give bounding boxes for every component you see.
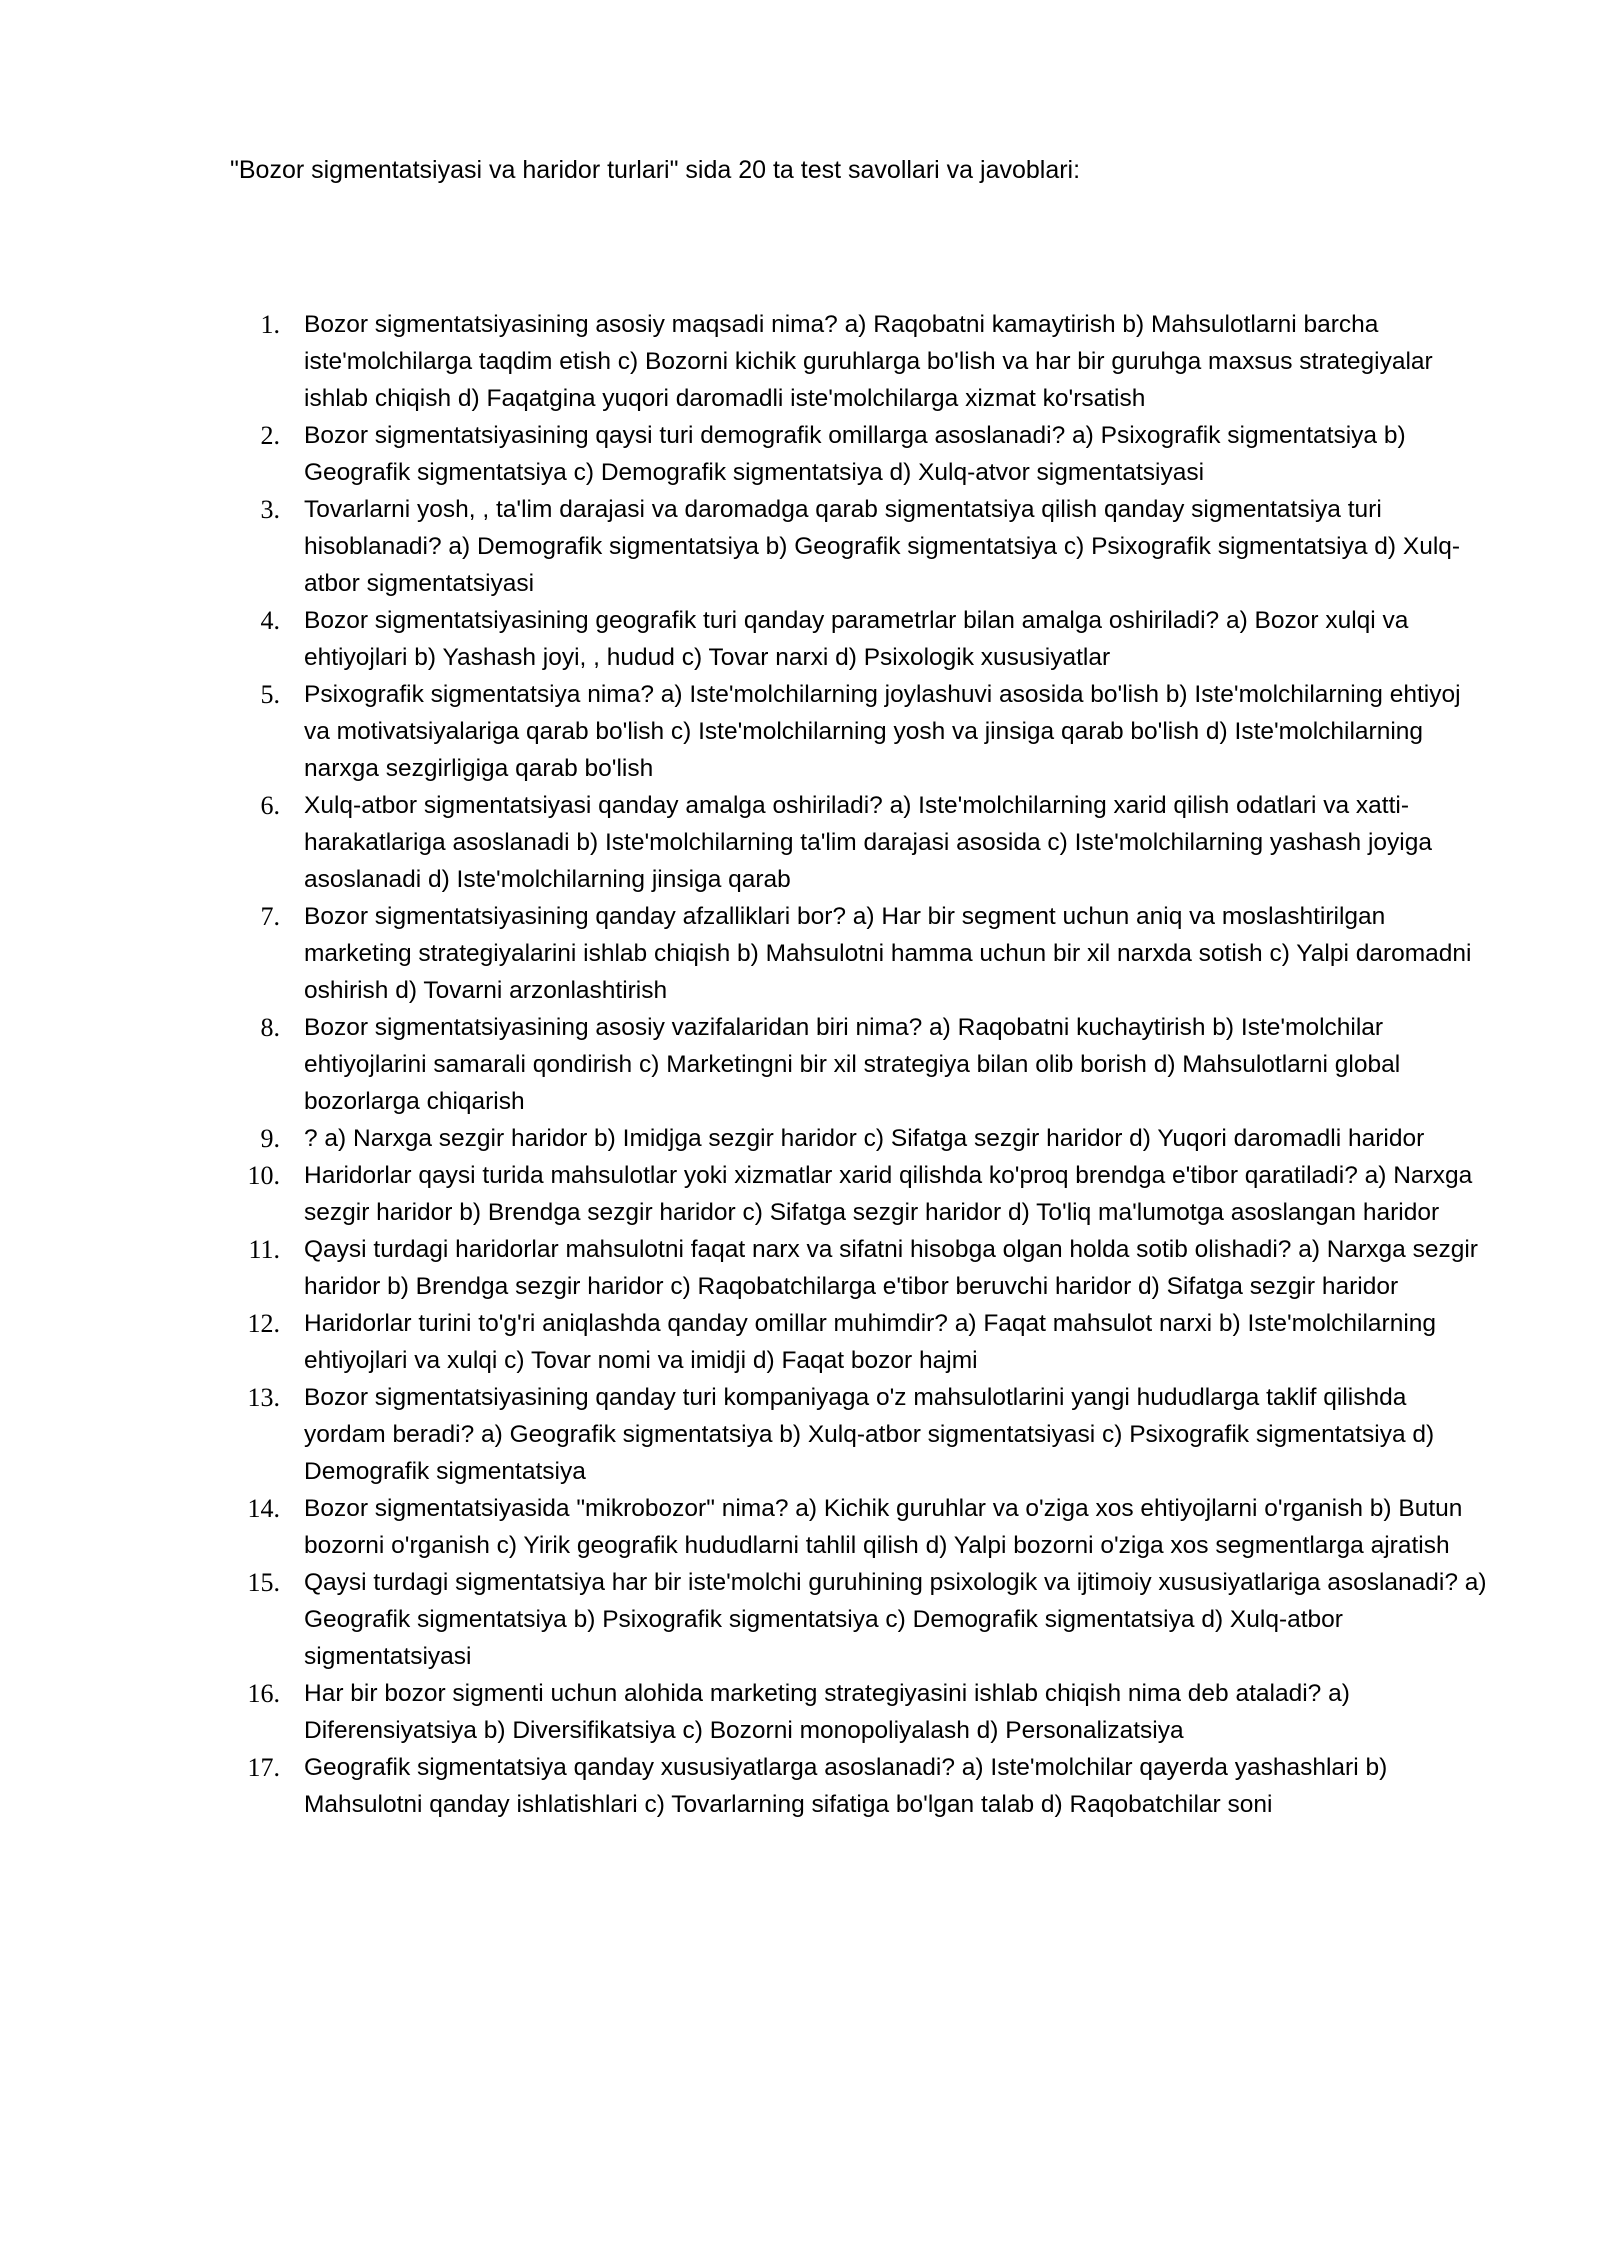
question-number: 9. bbox=[260, 1124, 280, 1153]
question-number: 12. bbox=[247, 1309, 280, 1338]
question-text: Qaysi turdagi sigmentatsiya har bir iste'molchi guruhining psixologik va ijtimoiy xususiyatlariga asoslanadi? a) Geografik sigmentatsiya b) Psixografik sigmentatsiya c) Demografik sigmentatsiya d) Xulq-atbor sigmentatsiyasi bbox=[304, 1569, 1487, 1670]
question-number: 15. bbox=[247, 1568, 280, 1597]
question-text: Har bir bozor sigmenti uchun alohida marketing strategiyasini ishlab chiqish nima deb ataladi? a) Diferensiyatsiya b) Diversifikatsiya c) Bozorni monopoliyalash d) Personalizatsiya bbox=[304, 1680, 1350, 1744]
question-text: Bozor sigmentatsiyasining qaysi turi demografik omillarga asoslanadi? a) Psixografik sigmentatsiya b) Geografik sigmentatsiya c) Demografik sigmentatsiya d) Xulq-atvor sigmentatsiyasi bbox=[304, 422, 1406, 486]
question-number: 2. bbox=[260, 421, 280, 450]
question-item bbox=[0, 1305, 1600, 1379]
question-item bbox=[0, 417, 1600, 491]
question-number: 11. bbox=[248, 1235, 280, 1264]
document-title: "Bozor sigmentatsiyasi va haridor turlari" sida 20 ta test savollari va javoblari: bbox=[230, 156, 1081, 184]
question-item bbox=[0, 1749, 1600, 1823]
question-number: 3. bbox=[260, 495, 280, 524]
question-item bbox=[0, 602, 1600, 676]
question-text: Haridorlar turini to'g'ri aniqlashda qanday omillar muhimdir? a) Faqat mahsulot narxi b) Iste'molchilarning ehtiyojlari va xulqi c) Tovar nomi va imidji d) Faqat bozor hajmi bbox=[304, 1310, 1437, 1374]
question-item bbox=[0, 898, 1600, 1009]
question-number: 8. bbox=[260, 1013, 280, 1042]
question-item bbox=[0, 676, 1600, 787]
question-item bbox=[0, 1157, 1600, 1231]
question-number: 13. bbox=[247, 1383, 280, 1412]
question-item bbox=[0, 1009, 1600, 1120]
question-item bbox=[0, 1564, 1600, 1675]
question-number: 5. bbox=[260, 680, 280, 709]
question-number: 14. bbox=[247, 1494, 280, 1523]
question-number: 10. bbox=[247, 1161, 280, 1190]
question-item bbox=[0, 787, 1600, 898]
question-text: Qaysi turdagi haridorlar mahsulotni faqat narx va sifatni hisobga olgan holda sotib olishadi? a) Narxga sezgir haridor b) Brendga sezgir haridor c) Raqobatchilarga e'tibor beruvchi haridor d) Sifatga sezgir haridor bbox=[304, 1236, 1478, 1300]
question-text: Haridorlar qaysi turida mahsulotlar yoki xizmatlar xarid qilishda ko'proq brendga e'tibor qaratiladi? a) Narxga sezgir haridor b) Brendga sezgir haridor c) Sifatga sezgir haridor d) To'liq ma'lumotga asoslangan haridor bbox=[304, 1162, 1473, 1226]
question-text: Bozor sigmentatsiyasining asosiy maqsadi nima? a) Raqobatni kamaytirish b) Mahsulotlarni barcha iste'molchilarga taqdim etish c) Bozorni kichik guruhlarga bo'lish va har bir guruhga maxsus strategiyalar ishlab chiqish d) Faqatgina yuqori daromadli iste'molchilarga xizmat ko'rsatish bbox=[304, 311, 1433, 412]
question-text: Bozor sigmentatsiyasining qanday turi kompaniyaga o'z mahsulotlarini yangi hududlarga taklif qilishda yordam beradi? a) Geografik sigmentatsiya b) Xulq-atbor sigmentatsiyasi c) Psixografik sigmentatsiya d) Demografik sigmentatsiya bbox=[304, 1384, 1435, 1485]
question-list bbox=[0, 306, 1600, 1823]
question-text: Bozor sigmentatsiyasining asosiy vazifalaridan biri nima? a) Raqobatni kuchaytirish b) Iste'molchilar ehtiyojlarini samarali qondirish c) Marketingni bir xil strategiya bilan olib borish d) Mahsulotlarni global bozorlarga chiqarish bbox=[304, 1014, 1401, 1115]
question-number: 17. bbox=[247, 1753, 280, 1782]
question-text: Bozor sigmentatsiyasida "mikrobozor" nima? a) Kichik guruhlar va o'ziga xos ehtiyojlarni o'rganish b) Butun bozorni o'rganish c) Yirik geografik hududlarni tahlil qilish d) Yalpi bozorni o'ziga xos segmentlarga ajratish bbox=[304, 1495, 1463, 1559]
question-text: Tovarlarni yosh, , ta'lim darajasi va daromadga qarab sigmentatsiya qilish qanday sigmentatsiya turi hisoblanadi? a) Demografik sigmentatsiya b) Geografik sigmentatsiya c) Psixografik sigmentatsiya d) Xulq-atbor sigmentatsiyasi bbox=[304, 496, 1461, 597]
question-item bbox=[0, 1231, 1600, 1305]
question-text: Bozor sigmentatsiyasining geografik turi qanday parametrlar bilan amalga oshiriladi? a) Bozor xulqi va ehtiyojlari b) Yashash joyi, , hudud c) Tovar narxi d) Psixologik xususiyatlar bbox=[304, 607, 1409, 671]
question-item bbox=[0, 1120, 1600, 1157]
question-text: Geografik sigmentatsiya qanday xususiyatlarga asoslanadi? a) Iste'molchilar qayerda yashashlari b) Mahsulotni qanday ishlatishlari c) Tovarlarning sifatiga bo'lgan talab d) Raqobatchilar soni bbox=[304, 1754, 1388, 1818]
question-item bbox=[0, 1490, 1600, 1564]
question-item bbox=[0, 1379, 1600, 1490]
question-text: Xulq-atbor sigmentatsiyasi qanday amalga oshiriladi? a) Iste'molchilarning xarid qilish odatlari va xatti-harakatlariga asoslanadi b) Iste'molchilarning ta'lim darajasi asosida c) Iste'molchilarning yashash joyiga asoslanadi d) Iste'molchilarning jinsiga qarab bbox=[304, 792, 1432, 893]
question-text: Bozor sigmentatsiyasining qanday afzalliklari bor? a) Har bir segment uchun aniq va moslashtirilgan marketing strategiyalarini ishlab chiqish b) Mahsulotni hamma uchun bir xil narxda sotish c) Yalpi daromadni oshirish d) Tovarni arzonlashtirish bbox=[304, 903, 1472, 1004]
question-number: 1. bbox=[260, 310, 280, 339]
question-number: 7. bbox=[260, 902, 280, 931]
question-item bbox=[0, 491, 1600, 602]
question-number: 16. bbox=[247, 1679, 280, 1708]
question-text: ? a) Narxga sezgir haridor b) Imidjga sezgir haridor c) Sifatga sezgir haridor d) Yuqori daromadli haridor bbox=[304, 1125, 1425, 1152]
question-number: 6. bbox=[260, 791, 280, 820]
question-item bbox=[0, 306, 1600, 417]
question-text: Psixografik sigmentatsiya nima? a) Iste'molchilarning joylashuvi asosida bo'lish b) Iste'molchilarning ehtiyoj va motivatsiyalariga qarab bo'lish c) Iste'molchilarning yosh va jinsiga qarab bo'lish d) Iste'molchilarning narxga sezgirligiga qarab bo'lish bbox=[304, 681, 1461, 782]
question-number: 4. bbox=[260, 606, 280, 635]
question-item bbox=[0, 1675, 1600, 1749]
